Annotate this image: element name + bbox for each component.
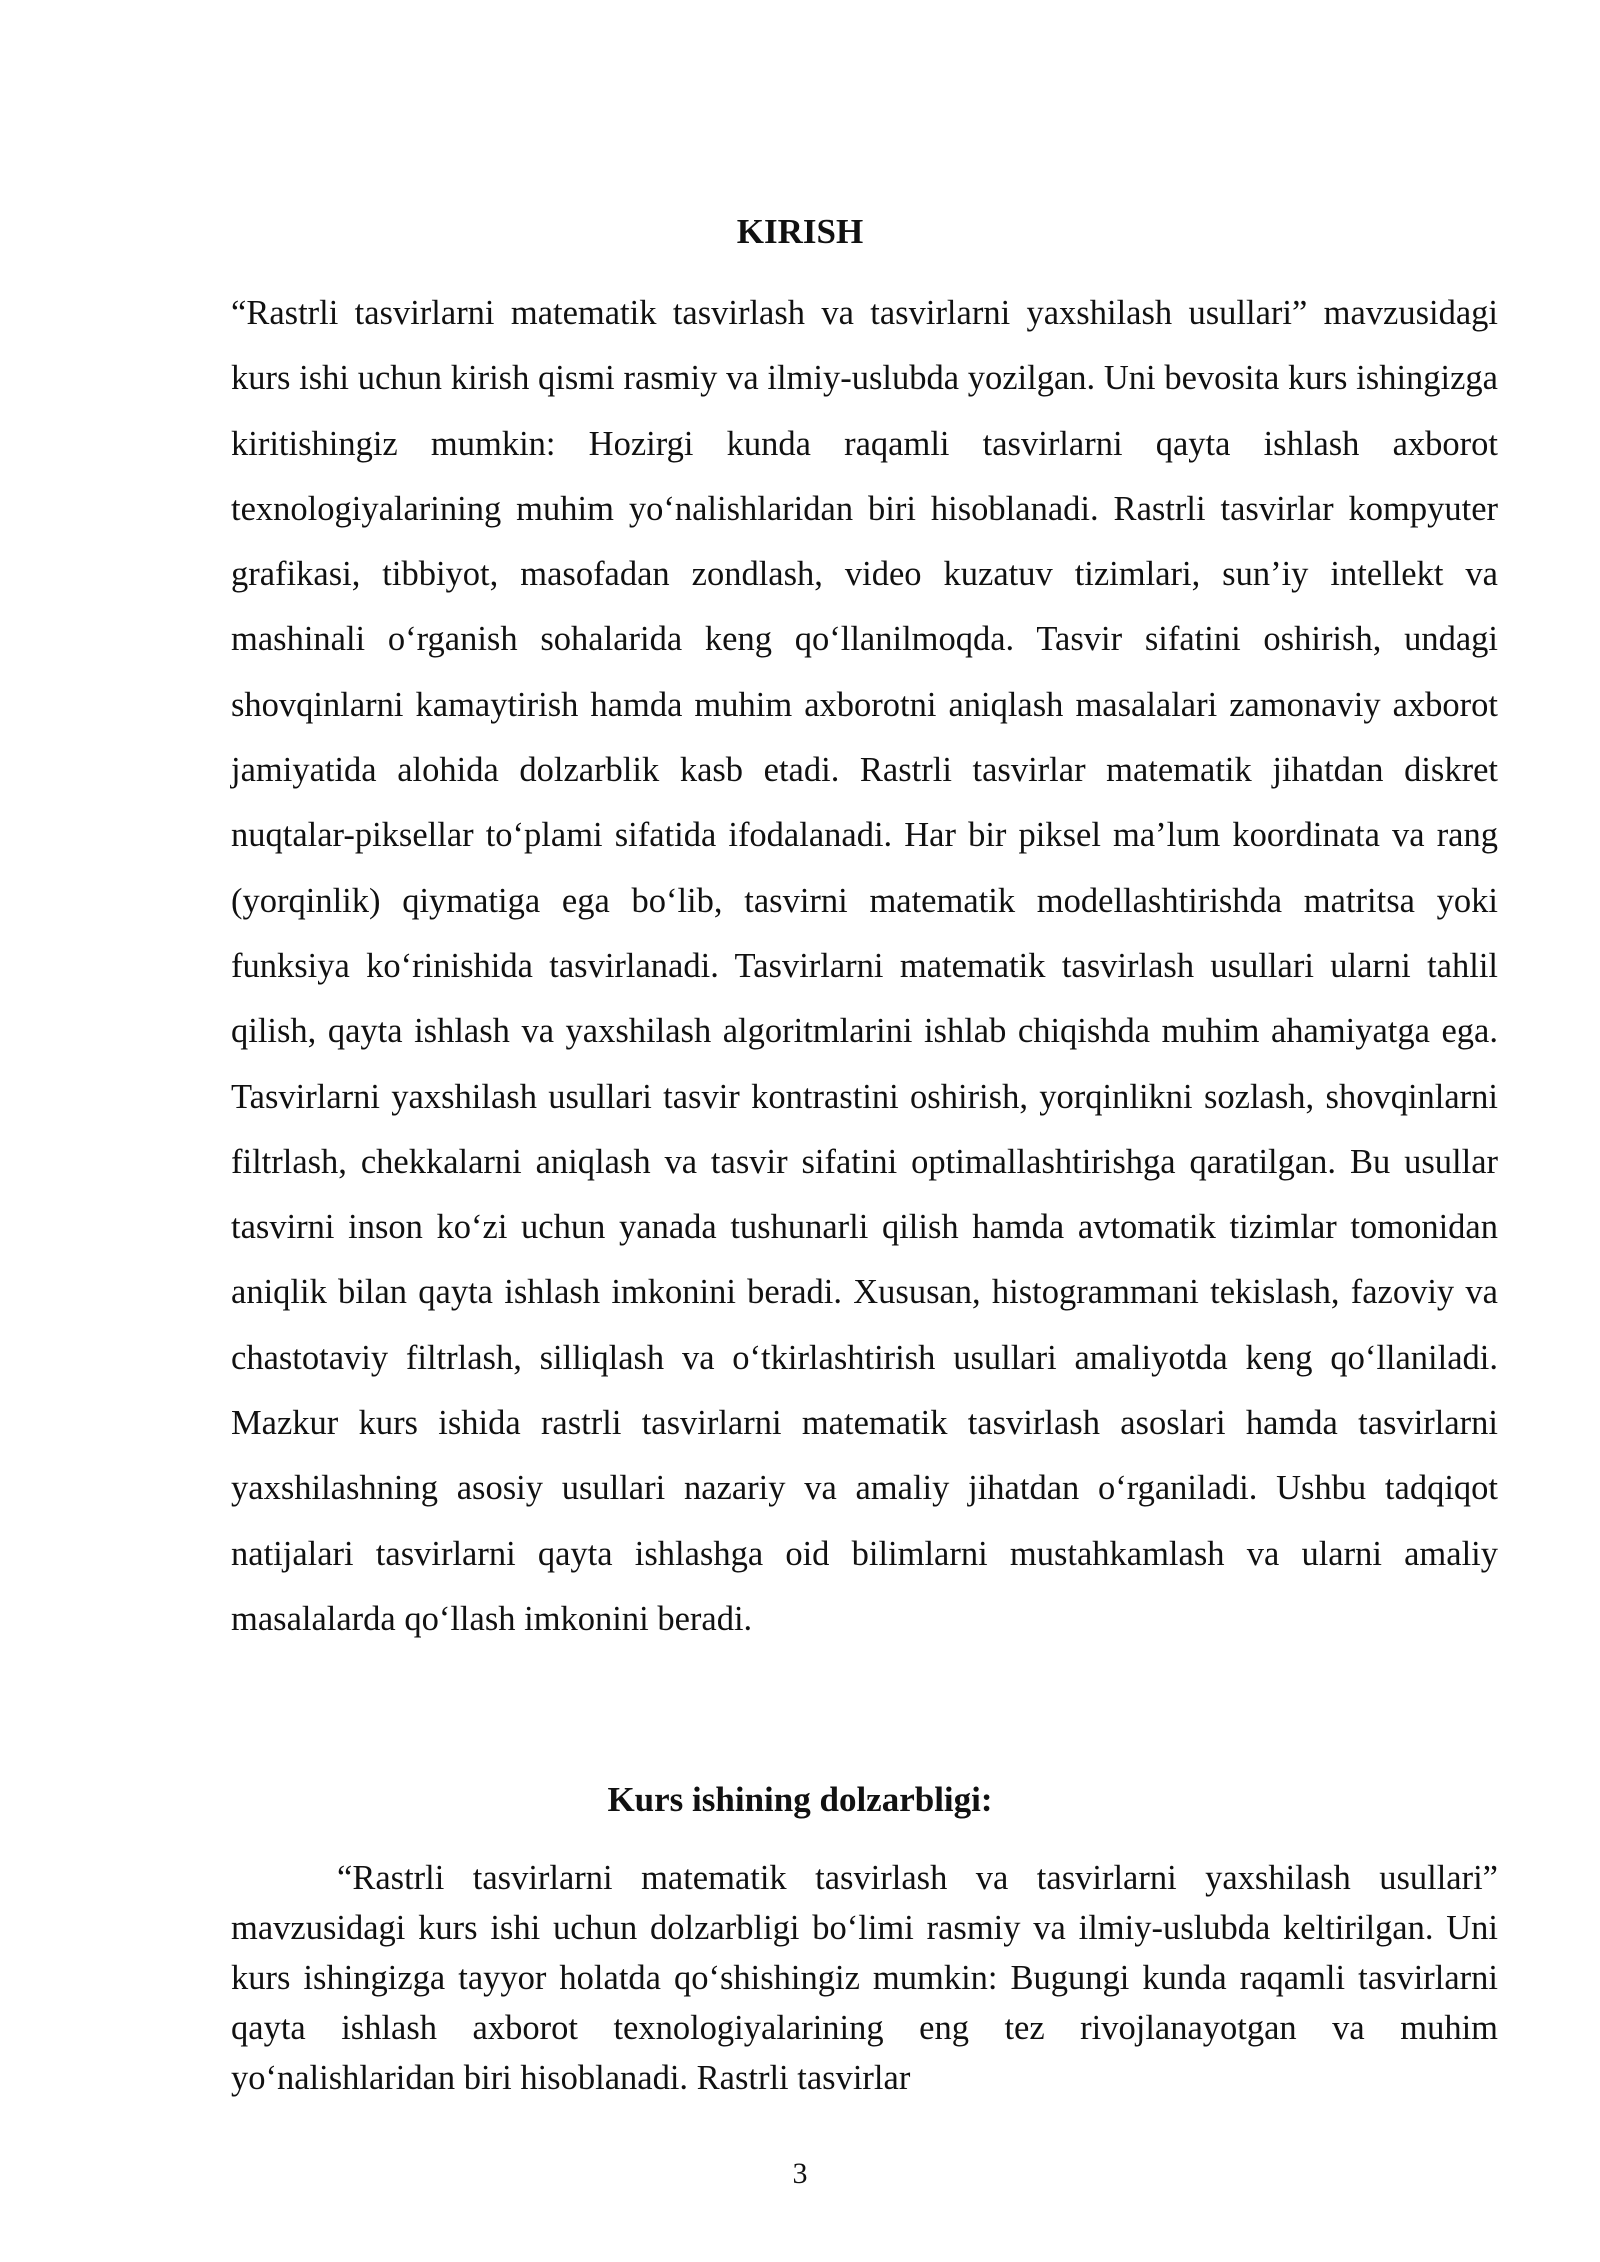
section-heading: Kurs ishining dolzarbligi: [607, 1780, 993, 1819]
page-title: KIRISH [736, 212, 864, 251]
page-number: 3 [792, 2157, 808, 2190]
intro-paragraph: “Rastrli tasvirlarni matematik tasvirlash va tasvirlarni yaxshilash usullari” mavzusidagi kurs ishi uchun kirish qismi rasmiy va ilmiy-uslubda yozilgan. Uni bevosita kurs ishingizga kiritishingiz mumkin: Hozirgi kunda raqamli tasvirlarni qayta ishlash axborot texnologiyalarining muhim yo‘nalishlaridan biri hisoblanadi. Rastrli tasvirlar kompyuter grafikasi, tibbiyot, masofadan zondlash, video kuzatuv tizimlari, sun’iy intellekt va mashinali o‘rganish sohalarida keng qo‘llanilmoqda. Tasvir sifatini oshirish, undagi shovqinlarni kamaytirish hamda muhim axborotni aniqlash masalalari zamonaviy axborot jamiyatida alohida dolzarblik kasb etadi. Rastrli tasvirlar matematik jihatdan diskret nuqtalar-piksellar to‘plami sifatida ifodalanadi. Har bir piksel ma’lum koordinata va rang (yorqinlik) qiymatiga ega bo‘lib, tasvirni matematik modellashtirishda matritsa yoki funksiya ko‘rinishida tasvirlanadi. Tasvirlarni matematik tasvirlash usullari ularni tahlil qilish, qayta ishlash va yaxshilash algoritmlarini ishlab chiqishda muhim ahamiyatga ega. Tasvirlarni yaxshilash usullari tasvir kontrastini oshirish, yorqinlikni sozlash, shovqinlarni filtrlash, chekkalarni aniqlash va tasvir sifatini optimallashtirishga qaratilgan. Bu usullar tasvirni inson ko‘zi uchun yanada tushunarli qilish hamda avtomatik tizimlar tomonidan aniqlik bilan qayta ishlash imkonini beradi. Xususan, histogrammani tekislash, fazoviy va chastotaviy filtrlash, silliqlash va o‘tkirlashtirish usullari amaliyotda keng qo‘llaniladi. Mazkur kurs ishida rastrli tasvirlarni matematik tasvirlash asoslari hamda tasvirlarni yaxshilashning asosiy usullari nazariy va amaliy jihatdan o‘rganiladi. Ushbu tadqiqot natijalari tasvirlarni qayta ishlashga oid bilimlarni mustahkamlash va ularni amaliy masalalarda qo‘llash imkonini beradi. [231, 294, 1498, 1638]
section-paragraph: “Rastrli tasvirlarni matematik tasvirlash va tasvirlarni yaxshilash usullari” mavzusidagi kurs ishi uchun dolzarbligi bo‘limi rasmiy va ilmiy-uslubda keltirilgan. Uni kurs ishingizga tayyor holatda qo‘shishingiz mumkin: Bugungi kunda raqamli tasvirlarni qayta ishlash axborot texnologiyalarining eng tez rivojlanayotgan va muhim yo‘nalishlaridan biri hisoblanadi. Rastrli tasvirlar [231, 1859, 1498, 2097]
